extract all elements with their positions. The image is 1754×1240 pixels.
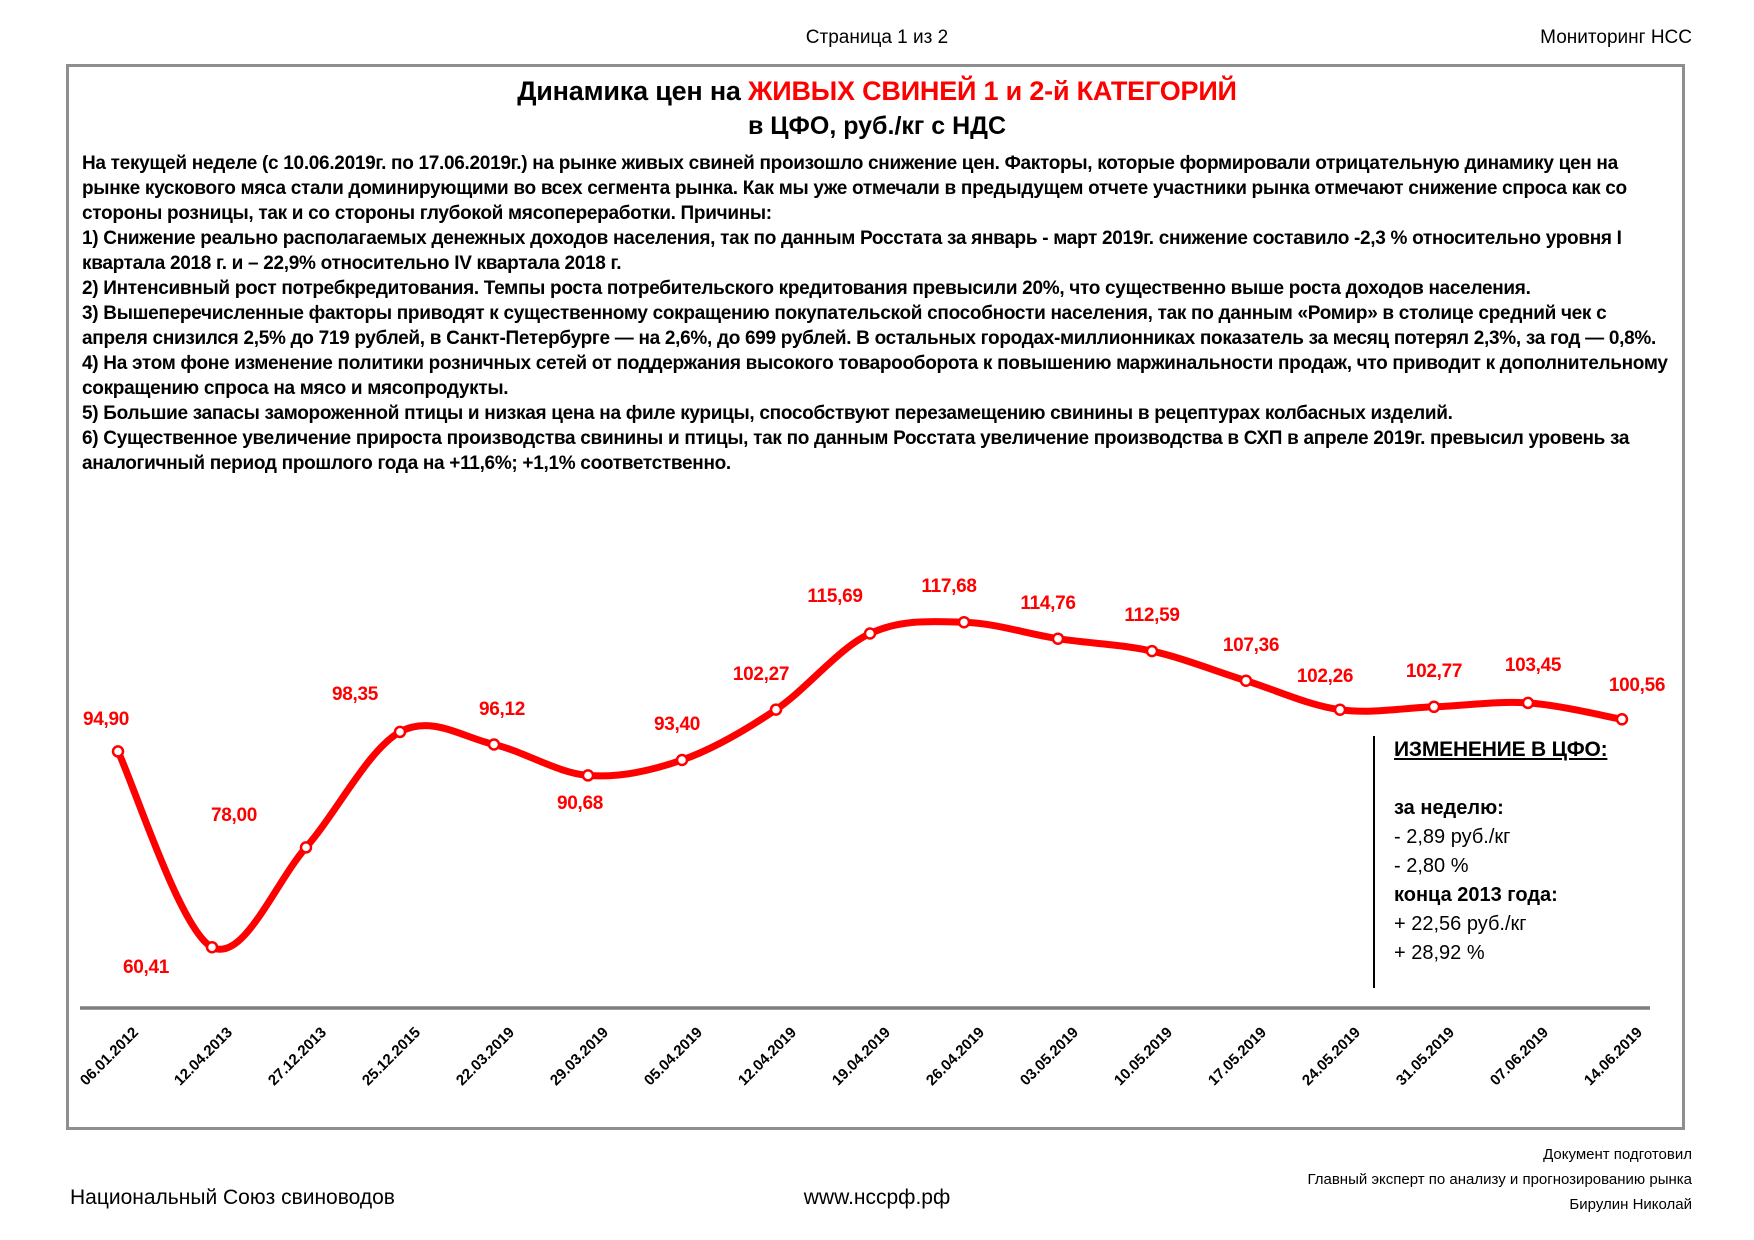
data-label: 112,59 bbox=[1124, 605, 1180, 627]
analysis-paragraph: 2) Интенсивный рост потребкредитования. Темпы роста потребительского кредитования превысили 20%, что существенно выше роста доходов населения. bbox=[82, 278, 1531, 299]
x-axis-label: 05.04.2019 bbox=[640, 1024, 707, 1090]
analysis-paragraph: На текущей неделе (с 10.06.2019г. по 17.06.2019г.) на рынке живых свиней произошло снижение цен. Факторы, которые формировали отрицательную динамику цен на рынке кускового мяса стали доминирующими во всех сегмента рынка. Как мы уже отмечали в предыдущем отчете участники рынка отмечают снижение спроса как со стороны розницы, так и со стороны глубокой мясопереработки. Причины: bbox=[82, 153, 1627, 224]
x-axis-label: 29.03.2019 bbox=[546, 1024, 613, 1090]
data-label: 90,68 bbox=[556, 793, 604, 815]
footer-prepared-by bbox=[1307, 1142, 1692, 1217]
change-summary-row: - 2,89 руб./кг bbox=[1394, 826, 1511, 848]
change-summary-title: ИЗМЕНЕНИЕ В ЦФО: bbox=[1394, 738, 1608, 761]
change-summary-row: за неделю: bbox=[1394, 797, 1504, 819]
report-title-prefix: Динамика цен на bbox=[517, 76, 749, 106]
analysis-paragraph: 1) Снижение реально располагаемых денежных доходов населения, так по данным Росстата за январь - март 2019г. снижение составило -2,3 % относительно уровня I квартала 2018 г. и – 22,9% относительно IV квартала 2018 г. bbox=[82, 228, 1622, 274]
data-label: 114,76 bbox=[1020, 592, 1076, 614]
data-label: 94,90 bbox=[82, 709, 130, 731]
annotation-separator-line bbox=[1373, 736, 1375, 988]
report-title bbox=[0, 76, 1754, 107]
change-summary bbox=[1394, 738, 1682, 968]
footer-prepared-line: Бирулин Николай bbox=[1569, 1196, 1692, 1213]
change-summary-row: + 22,56 руб./кг bbox=[1394, 913, 1527, 935]
x-axis-label: 14.06.2019 bbox=[1580, 1024, 1647, 1090]
footer-website: www.нссрф.рф bbox=[803, 1186, 951, 1209]
analysis-paragraph: 4) На этом фоне изменение политики розничных сетей от поддержания высокого товарооборота к повышению маржинальности продаж, что приводит к дополнительному сокращению спроса на мясо и мясопродукты. bbox=[82, 353, 1668, 399]
x-axis-label: 10.05.2019 bbox=[1110, 1024, 1177, 1090]
data-label: 102,27 bbox=[732, 663, 790, 685]
x-axis-label: 06.01.2012 bbox=[76, 1024, 143, 1090]
footer-prepared-line: Документ подготовил bbox=[1543, 1146, 1692, 1163]
x-axis-label: 27.12.2013 bbox=[264, 1024, 331, 1090]
report-title-highlight: ЖИВЫХ СВИНЕЙ 1 и 2-й КАТЕГОРИЙ bbox=[748, 76, 1237, 106]
data-label: 117,68 bbox=[921, 576, 977, 598]
analysis-text bbox=[82, 151, 1674, 476]
data-label: 103,45 bbox=[1504, 654, 1562, 676]
data-label: 102,77 bbox=[1405, 660, 1463, 682]
data-label: 107,36 bbox=[1222, 634, 1280, 656]
data-label: 93,40 bbox=[653, 714, 701, 735]
x-axis-label: 12.04.2013 bbox=[170, 1024, 237, 1090]
x-axis-label: 24.05.2019 bbox=[1298, 1024, 1365, 1090]
x-axis-label: 17.05.2019 bbox=[1204, 1024, 1271, 1090]
footer-organization: Национальный Союз свиноводов bbox=[70, 1186, 395, 1209]
data-label: 60,41 bbox=[122, 957, 170, 979]
change-summary-row: + 28,92 % bbox=[1394, 942, 1485, 964]
x-axis-label: 12.04.2019 bbox=[734, 1024, 801, 1090]
x-axis-label: 19.04.2019 bbox=[828, 1024, 895, 1090]
analysis-paragraph: 3) Вышеперечисленные факторы приводят к существенному сокращению покупательской способности населения, так по данным «Ромир» в столице средний чек с апреля снизился 2,5% до 719 рублей, в Санкт-Петербурге — на 2,6%, до 699 рублей. В остальных городах-миллионниках показатель за месяц потерял 2,3%, за год — 0,8%. bbox=[82, 303, 1656, 349]
footer-prepared-line: Главный эксперт по анализу и прогнозированию рынка bbox=[1307, 1171, 1692, 1188]
data-label: 78,00 bbox=[210, 805, 258, 827]
data-label: 96,12 bbox=[478, 698, 526, 720]
report-subtitle: в ЦФО, руб./кг с НДС bbox=[747, 112, 1007, 140]
x-axis-label: 07.06.2019 bbox=[1486, 1024, 1553, 1090]
change-summary-rows bbox=[1394, 794, 1682, 968]
analysis-paragraph: 5) Большие запасы замороженной птицы и низкая цена на филе курицы, способствуют перезамещению свинины в рецептурах колбасных изделий. bbox=[82, 403, 1453, 424]
monitoring-label: Мониторинг НСС bbox=[1540, 27, 1692, 48]
data-label: 100,56 bbox=[1608, 675, 1666, 697]
data-label: 98,35 bbox=[331, 683, 379, 705]
page-number-label: Страница 1 из 2 bbox=[805, 27, 949, 48]
data-label: 115,69 bbox=[807, 585, 863, 607]
x-axis-label: 31.05.2019 bbox=[1392, 1024, 1459, 1090]
x-axis-label: 25.12.2015 bbox=[358, 1024, 425, 1090]
change-summary-row: конца 2013 года: bbox=[1394, 884, 1558, 906]
x-axis-label: 22.03.2019 bbox=[452, 1024, 519, 1090]
data-label: 102,26 bbox=[1296, 665, 1354, 687]
change-summary-row: - 2,80 % bbox=[1394, 855, 1469, 877]
x-axis-label: 26.04.2019 bbox=[922, 1024, 989, 1090]
x-axis-label: 03.05.2019 bbox=[1016, 1024, 1083, 1090]
analysis-paragraph: 6) Существенное увеличение прироста производства свинины и птицы, так по данным Росстата увеличение производства в СХП в апреле 2019г. превысил уровень за аналогичный период прошлого года на +11,6%; +1,1% соответственно. bbox=[82, 428, 1630, 474]
